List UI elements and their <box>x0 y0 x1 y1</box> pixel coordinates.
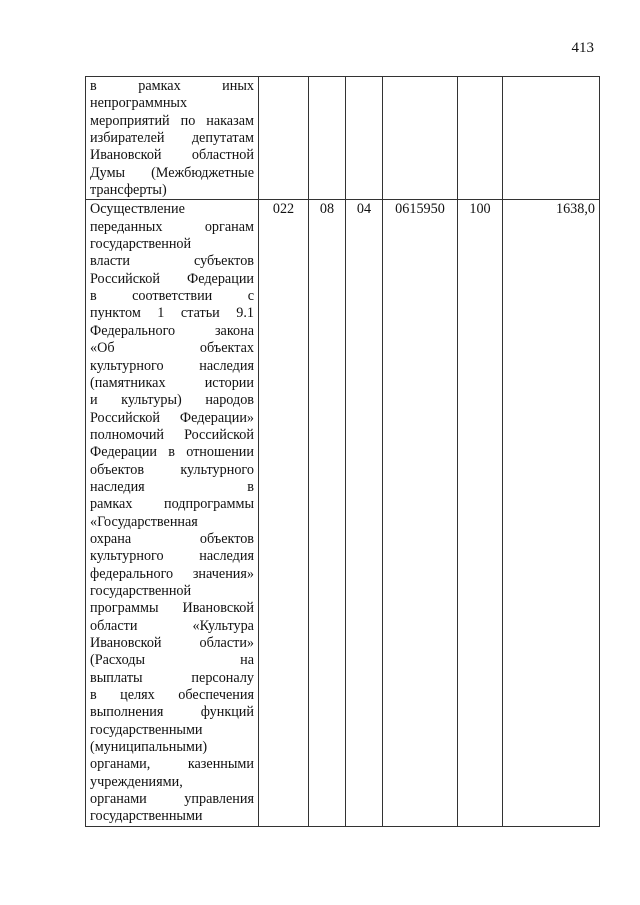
description-line: (муниципальными) <box>90 739 208 756</box>
description-line: Российской Федерации» <box>90 409 254 426</box>
amount-cell: 1638,0 <box>503 200 600 826</box>
description-line: органами, казенными <box>90 756 254 773</box>
subsection-code-cell: 04 <box>346 200 383 826</box>
description-line: Федерации в отношении <box>90 444 254 461</box>
description-line: выполнения функций <box>90 704 254 721</box>
section-code-cell <box>309 77 346 200</box>
description-line: государственной <box>90 582 192 599</box>
expense-type-cell <box>458 77 503 200</box>
subsection-code-cell <box>346 77 383 200</box>
description-line: культурного наследия <box>90 357 254 374</box>
description-line: полномочий Российской <box>90 426 254 443</box>
description-line: (Расходы на <box>90 652 254 669</box>
description-line: органами управления <box>90 791 254 808</box>
target-article-cell: 0615950 <box>383 200 458 826</box>
row-description <box>86 77 259 200</box>
amount-cell <box>503 77 600 200</box>
description-line: Федерального закона <box>90 322 254 339</box>
description-line: мероприятий по наказам <box>90 112 254 129</box>
description-line: Осуществление <box>90 201 185 218</box>
description-line: рамках подпрограммы <box>90 496 254 513</box>
description-line: федерального значения» <box>90 565 254 582</box>
description-line: программы Ивановской <box>90 600 254 617</box>
description-line: охрана объектов <box>90 530 254 547</box>
expense-type-cell: 100 <box>458 200 503 826</box>
description-line: избирателей депутатам <box>90 130 254 147</box>
description-line: «Государственная <box>90 513 198 530</box>
description-line: объектов культурного <box>90 461 254 478</box>
description-line: государственными <box>90 808 203 825</box>
description-line: Думы (Межбюджетные <box>90 164 254 181</box>
description-line: и культуры) народов <box>90 392 254 409</box>
section-code-cell: 08 <box>309 200 346 826</box>
description-line: в целях обеспечения <box>90 687 254 704</box>
description-line: выплаты персоналу <box>90 669 254 686</box>
table-row <box>86 200 600 826</box>
description-line: наследия в <box>90 478 254 495</box>
budget-table <box>85 76 600 827</box>
description-line: «Об объектах <box>90 340 254 357</box>
description-line: в соответствии с <box>90 288 254 305</box>
ministry-code-cell: 022 <box>259 200 309 826</box>
description-line: учреждениями, <box>90 773 183 790</box>
ministry-code-cell <box>259 77 309 200</box>
description-line: пунктом 1 статьи 9.1 <box>90 305 254 322</box>
description-line: государственной <box>90 236 192 253</box>
description-line: власти субъектов <box>90 253 254 270</box>
description-line: государственными <box>90 721 203 738</box>
table-row <box>86 77 600 200</box>
description-line: культурного наследия <box>90 548 254 565</box>
description-line: непрограммных <box>90 95 188 112</box>
description-line: Ивановской областной <box>90 147 254 164</box>
description-line: в рамках иных <box>90 78 254 94</box>
description-line: переданных органам <box>90 218 254 235</box>
description-line: Ивановской области» <box>90 635 254 651</box>
description-line: области «Культура <box>90 617 254 634</box>
description-line: трансферты) <box>90 182 167 199</box>
row-description <box>86 200 259 826</box>
description-line: Российской Федерации <box>90 270 254 287</box>
page-number: 413 <box>571 40 594 56</box>
description-line: (памятниках истории <box>90 374 254 391</box>
target-article-cell <box>383 77 458 200</box>
